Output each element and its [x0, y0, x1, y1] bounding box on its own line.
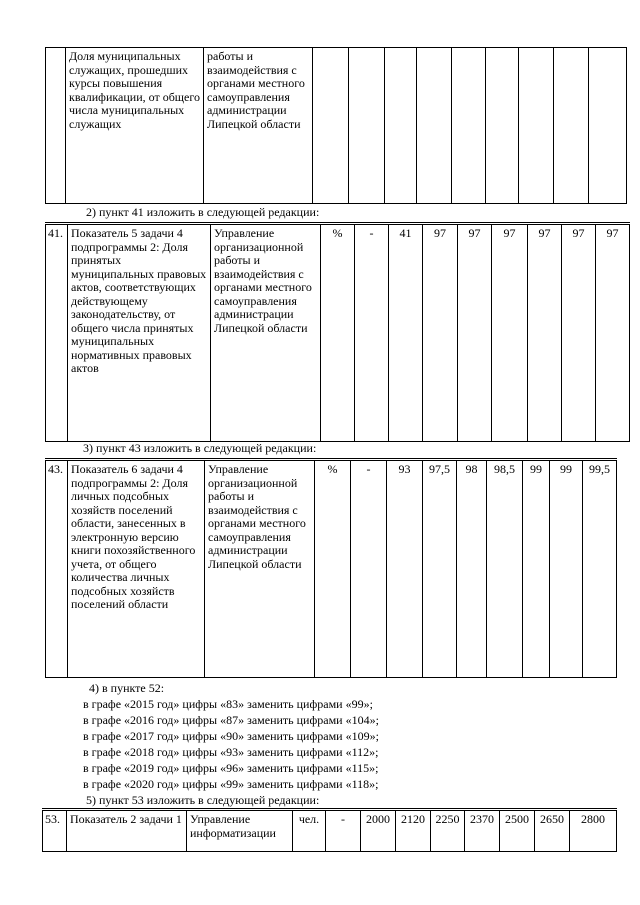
- value-cell: 2000: [361, 810, 396, 852]
- value-cell: 97: [492, 224, 528, 442]
- instruction-line: в графе «2015 год» цифры «83» заменить цифрами «99»;: [83, 697, 373, 711]
- value-cell: [313, 48, 349, 204]
- instruction-item-53: 5) пункт 53 изложить в следующей редакции:: [86, 793, 320, 807]
- value-cell: 2650: [535, 810, 570, 852]
- value-cell: 93: [387, 460, 423, 678]
- value-cell: 97,5: [423, 460, 457, 678]
- responsible-cell: Управление организационной работы и взаимодействия с органами местного самоуправления администрации Липецкой области: [205, 460, 315, 678]
- responsible-cell: Управление организационной работы и взаимодействия с органами местного самоуправления администрации Липецкой области: [211, 224, 321, 442]
- responsible-cell: Управление информатизации: [187, 810, 293, 852]
- value-cell: [519, 48, 554, 204]
- value-cell: [417, 48, 452, 204]
- table-row-53: [42, 808, 617, 852]
- value-cell: 99,5: [583, 460, 617, 678]
- indicator-cell: Доля муниципальных служащих, прошедших курсы повышения квалификации, от общего числа муниципальных служащих: [66, 48, 204, 204]
- value-cell: 2250: [431, 810, 465, 852]
- unit-cell: чел.: [293, 810, 326, 852]
- unit-cell: %: [321, 224, 355, 442]
- value-cell: [385, 48, 417, 204]
- row-number-cell: [46, 48, 66, 204]
- instruction-line: в графе «2019 год» цифры «96» заменить цифрами «115»;: [83, 761, 379, 775]
- instruction-item-41: 2) пункт 41 изложить в следующей редакции:: [86, 205, 320, 219]
- value-cell: [554, 48, 589, 204]
- unit-cell: %: [315, 460, 351, 678]
- value-cell: 2120: [396, 810, 431, 852]
- instruction-line: в графе «2017 год» цифры «90» заменить цифрами «109»;: [83, 729, 379, 743]
- value-cell: [349, 48, 385, 204]
- value-cell: 97: [458, 224, 492, 442]
- value-cell: 41: [389, 224, 423, 442]
- indicator-cell: Показатель 5 задачи 4 подпрограммы 2: Доля принятых муниципальных правовых актов, соответствующих действующему законодательству, от общего числа принятых муниципальных нормативных правовых актов: [68, 224, 211, 442]
- value-cell: [589, 48, 627, 204]
- row-number: 41.: [46, 224, 68, 442]
- indicator-cell: Показатель 6 задачи 4 подпрограммы 2: Доля личных подсобных хозяйств поселений области, занесенных в электронную версию книги похозяйственного учета, от общего количества личных подсобных хозяйств поселений области: [68, 460, 205, 678]
- instruction-item-52: 4) в пункте 52:: [89, 681, 165, 695]
- value-cell: [486, 48, 519, 204]
- value-cell: [452, 48, 486, 204]
- instruction-line: в графе «2020 год» цифры «99» заменить цифрами «118»;: [83, 777, 379, 791]
- base-cell: -: [326, 810, 361, 852]
- row-number: 53.: [43, 810, 67, 852]
- value-cell: 2370: [465, 810, 500, 852]
- instruction-line: в графе «2018 год» цифры «93» заменить цифрами «112»;: [83, 745, 379, 759]
- value-cell: 97: [562, 224, 596, 442]
- responsible-cell: работы и взаимодействия с органами местного самоуправления администрации Липецкой области: [204, 48, 313, 204]
- value-cell: 98,5: [487, 460, 523, 678]
- value-cell: 97: [528, 224, 562, 442]
- value-cell: 97: [596, 224, 630, 442]
- base-cell: -: [351, 460, 387, 678]
- table-row-43: [45, 458, 617, 678]
- value-cell: 2800: [570, 810, 617, 852]
- value-cell: 98: [457, 460, 487, 678]
- value-cell: 99: [550, 460, 583, 678]
- table-row-41: [45, 222, 630, 442]
- table-continuation: [45, 47, 627, 204]
- instruction-item-43: 3) пункт 43 изложить в следующей редакции:: [83, 441, 317, 455]
- value-cell: 2500: [500, 810, 535, 852]
- indicator-cell: Показатель 2 задачи 1: [67, 810, 187, 852]
- base-cell: -: [355, 224, 389, 442]
- instruction-line: в графе «2016 год» цифры «87» заменить цифрами «104»;: [83, 713, 379, 727]
- value-cell: 99: [523, 460, 550, 678]
- value-cell: 97: [423, 224, 458, 442]
- row-number: 43.: [46, 460, 68, 678]
